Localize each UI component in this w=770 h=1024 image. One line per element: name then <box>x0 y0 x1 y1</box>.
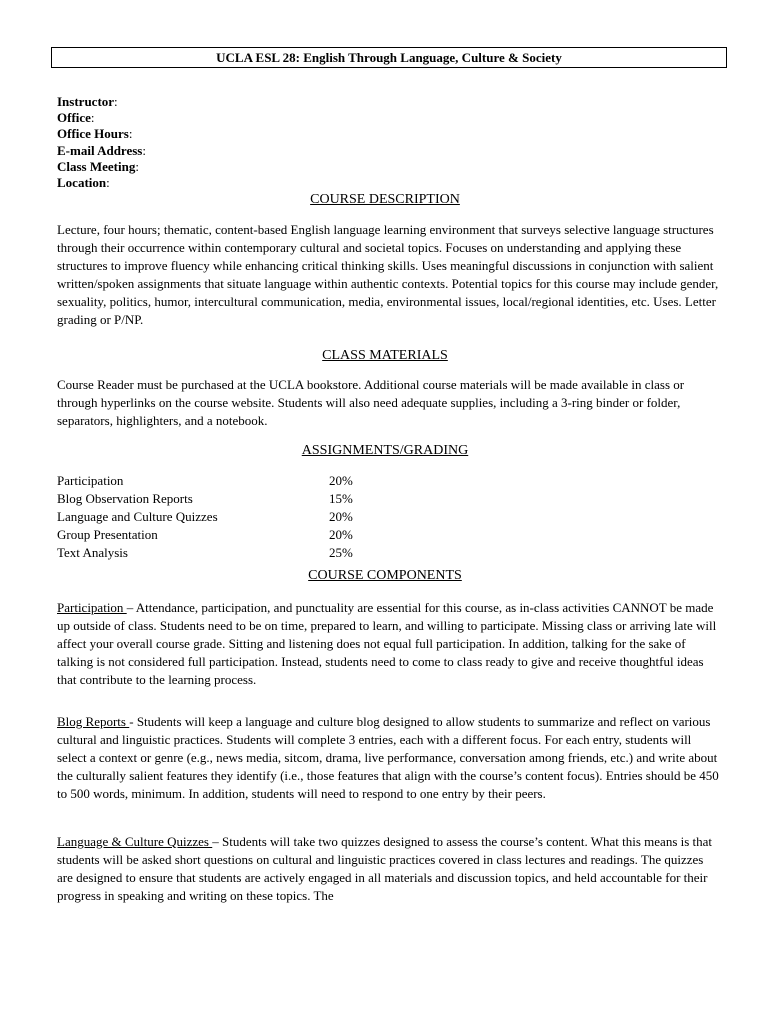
quizzes-paragraph <box>57 833 719 905</box>
participation-label: Participation <box>57 600 127 615</box>
blog-reports-paragraph <box>57 713 719 803</box>
grading-item-name: Text Analysis <box>57 544 128 560</box>
participation-paragraph <box>57 599 719 689</box>
grading-item-percent: 20% <box>329 473 353 488</box>
grading-item-name: Language and Culture Quizzes <box>57 508 218 524</box>
info-row-office: Office: <box>57 110 95 126</box>
grading-row <box>57 526 389 544</box>
course-title: UCLA ESL 28: English Through Language, Culture & Society <box>51 47 727 68</box>
instructor-info <box>57 94 146 191</box>
grading-table <box>57 472 389 562</box>
grading-item-percent: 25% <box>329 544 353 560</box>
quizzes-label: Language & Culture Quizzes <box>57 834 213 849</box>
grading-row <box>57 472 389 490</box>
assignments-grading-heading: ASSIGNMENTS/GRADING <box>301 443 469 458</box>
class-materials-text: Course Reader must be purchased at the UCLA bookstore. Additional course materials will be made available in class or through hyperlinks on the course website. Students will also need adequate supplies, including a 3-ring binder or folder, separators, highlighters, and a notebook. <box>57 377 685 428</box>
info-row-office-hours: Office Hours: <box>57 126 133 142</box>
info-label: Location <box>57 175 107 191</box>
course-description-heading: COURSE DESCRIPTION <box>310 192 460 207</box>
grading-item-name: Blog Observation Reports <box>57 490 193 506</box>
grading-item-name: Participation <box>57 473 124 488</box>
info-label: Office <box>57 110 91 126</box>
info-row-email: E-mail Address: <box>57 142 146 158</box>
blog-reports-label: Blog Reports <box>57 714 130 729</box>
info-row-location: Location: <box>57 175 110 191</box>
info-row-class-meeting: Class Meeting: <box>57 158 139 174</box>
blog-reports-text: - Students will keep a language and culture blog designed to allow students to summarize and reflect on various cultural and linguistic practices. Students will complete 3 entries, each with a different focus. For each entry, students will select a context or genre (e.g., news media, sitcom, drama, live performance, conversation among friends, etc.) and write about the culturally salient features they identify (i.e., those features that align with the course’s content focus). Entries should be 450 to 500 words, minimum. In addition, students will need to respond to one entry by their peers. <box>57 714 719 801</box>
quizzes-text: – Students will take two quizzes designed to assess the course’s content. What this means is that students will be asked short questions on cultural and linguistic practices covered in class lectures and readings. The quizzes are designed to ensure that students are actively engaged in all materials and discussion topics, and held accountable for their progress in speaking and writing on these topics. The <box>57 834 713 903</box>
participation-text: – Attendance, participation, and punctuality are essential for this course, as in-class activities CANNOT be made up outside of class. Students need to be on time, prepared to learn, and willing to participate. Missing class or arriving late will affect your overall course grade. Sitting and listening does not equal full participation. In addition, talking for the sake of talking is not considered full participation. Instead, students need to come to class ready to give and receive thoughtful ideas that contribute to the learning process. <box>57 600 717 687</box>
info-label: Instructor <box>57 94 115 109</box>
grading-item-name: Group Presentation <box>57 526 158 542</box>
info-label: Office Hours <box>57 126 129 142</box>
course-components-heading: COURSE COMPONENTS <box>308 568 462 583</box>
info-row-instructor: Instructor: <box>57 94 118 109</box>
grading-row <box>57 544 389 562</box>
grading-item-percent: 15% <box>329 490 353 506</box>
info-label: E-mail Address <box>57 142 143 158</box>
grading-item-percent: 20% <box>329 508 353 524</box>
info-label: Class Meeting <box>57 158 136 174</box>
class-materials-heading: CLASS MATERIALS <box>322 348 448 363</box>
grading-row <box>57 508 389 526</box>
course-description-text: Lecture, four hours; thematic, content-based English language learning environment that surveys selective language structures through their occurrence within contemporary cultural and societal topics. Focuses on understanding and applying these structures to improve fluency while enhancing critical thinking skills. Uses meaningful discussions in conjunction with salient written/spoken assignments that situate language within authentic contexts. Potential topics for this course may include gender, sexuality, politics, humor, intercultural communication, media, environmental issues, local/regional identities, etc. Uses. Letter grading or P/NP. <box>57 222 719 327</box>
grading-item-percent: 20% <box>329 526 353 542</box>
grading-row <box>57 490 389 508</box>
